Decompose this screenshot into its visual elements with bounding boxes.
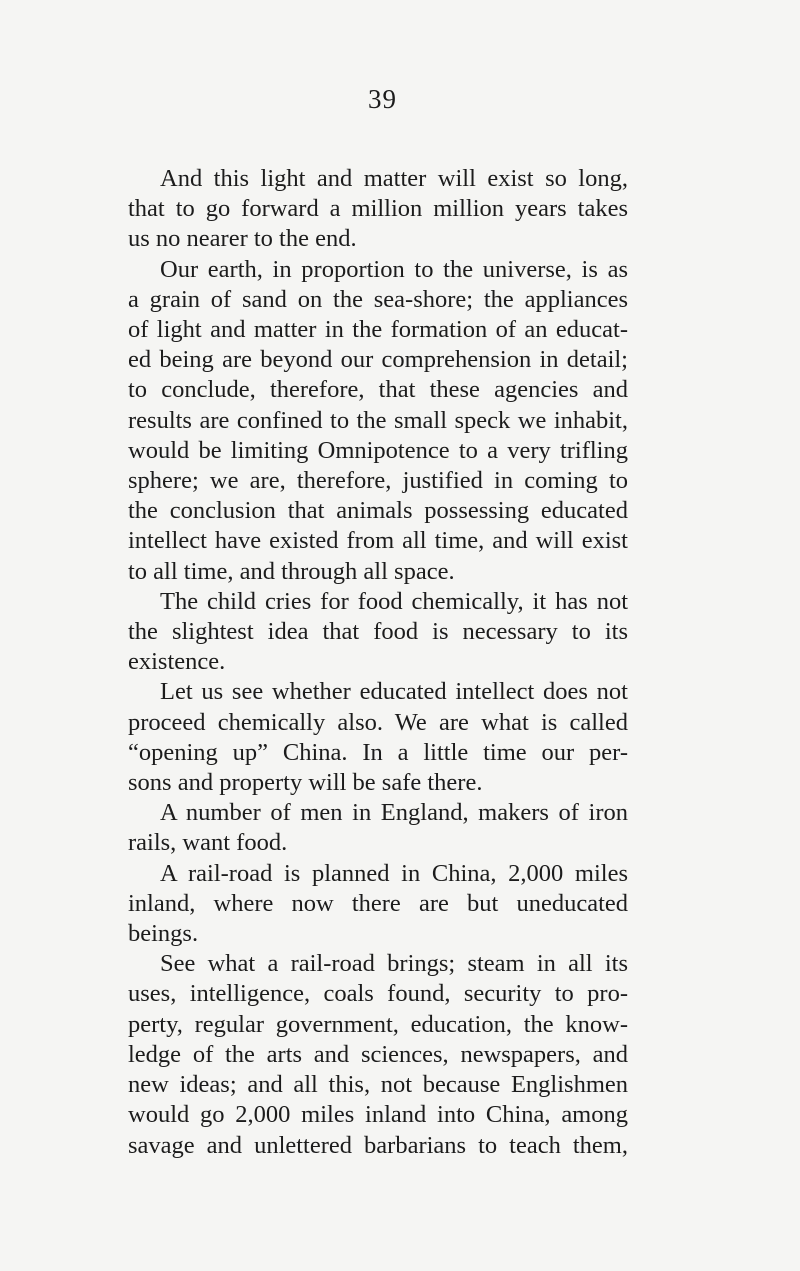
text-line: inland, where now there are but uneducated — [128, 889, 628, 917]
paragraph — [128, 949, 628, 1160]
text-line: of light and matter in the formation of an educat- — [128, 316, 628, 344]
text-line: existence. — [128, 648, 226, 676]
text-line: new ideas; and all this, not because Englishmen — [128, 1071, 628, 1099]
paragraph — [128, 164, 628, 255]
text-line: sons and property will be safe there. — [128, 769, 483, 797]
paragraph — [128, 587, 628, 678]
text-line: rails, want food. — [128, 829, 288, 857]
text-line: the conclusion that animals possessing educated — [128, 497, 628, 525]
paragraph — [128, 255, 628, 587]
text-line: See what a rail-road brings; steam in all its — [160, 950, 628, 978]
paragraph — [128, 859, 628, 950]
text-line: to conclude, therefore, that these agencies and — [128, 376, 628, 404]
text-line: the slightest idea that food is necessary to its — [128, 618, 628, 646]
text-line: Our earth, in proportion to the universe, is as — [160, 255, 628, 283]
text-line: proceed chemically also. We are what is called — [128, 708, 628, 736]
body-text — [128, 164, 628, 1161]
text-line: results are confined to the small speck we inhabit, — [128, 406, 628, 434]
text-line: ledge of the arts and sciences, newspapers, and — [128, 1040, 628, 1068]
text-line: Let us see whether educated intellect does not — [160, 678, 628, 706]
text-line: savage and unlettered barbarians to teach them, — [128, 1131, 628, 1159]
text-line: would go 2,000 miles inland into China, among — [128, 1101, 628, 1129]
text-line: that to go forward a million million years takes — [128, 195, 628, 223]
text-line: The child cries for food chemically, it has not — [160, 587, 628, 615]
text-line: us no nearer to the end. — [128, 225, 357, 253]
text-line: sphere; we are, therefore, justified in coming to — [128, 467, 628, 495]
text-line: ed being are beyond our comprehension in detail; — [128, 346, 628, 374]
text-line: a grain of sand on the sea-shore; the appliances — [128, 285, 628, 313]
text-line: perty, regular government, education, the know- — [128, 1010, 628, 1038]
paragraph — [128, 677, 628, 798]
text-line: And this light and matter will exist so long, — [160, 165, 628, 192]
page-number: 39 — [368, 84, 397, 114]
paragraph — [128, 798, 628, 858]
text-line: beings. — [128, 920, 199, 948]
text-line: intellect have existed from all time, and will exist — [128, 527, 628, 555]
text-line: A number of men in England, makers of iron — [160, 799, 628, 827]
text-line: A rail-road is planned in China, 2,000 miles — [160, 859, 628, 887]
text-line: would be limiting Omnipotence to a very trifling — [128, 436, 628, 464]
text-line: to all time, and through all space. — [128, 557, 455, 585]
text-line: “opening up” China. In a little time our per- — [128, 738, 628, 766]
text-line: uses, intelligence, coals found, security to pro- — [128, 980, 628, 1008]
